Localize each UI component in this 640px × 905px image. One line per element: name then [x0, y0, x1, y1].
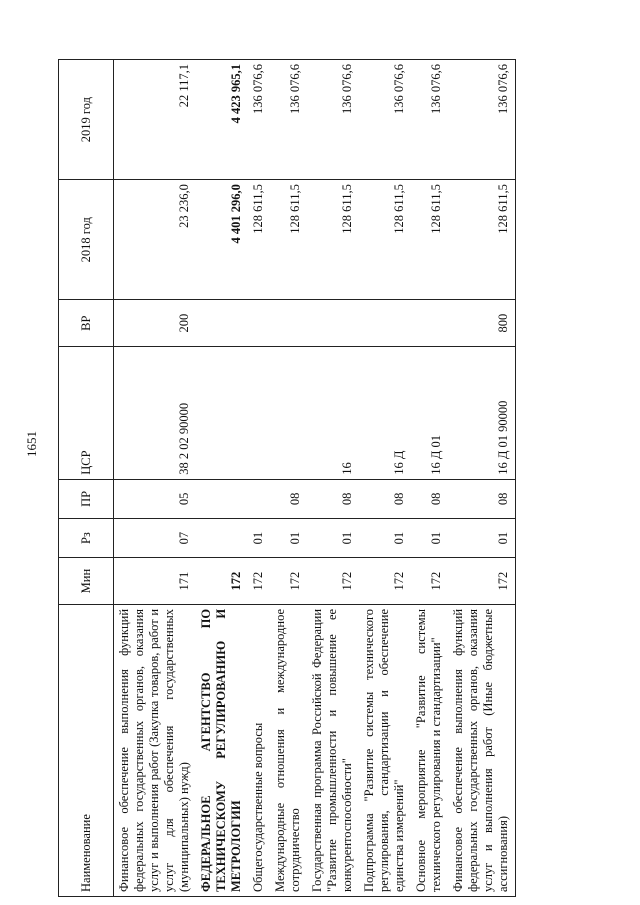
row-pr: 08 [359, 479, 411, 518]
row-rz: 01 [359, 518, 411, 557]
row-rz: 01 [270, 518, 307, 557]
row-pr: 08 [411, 479, 448, 518]
row-2018: 128 611,5 [411, 180, 448, 300]
header-2019: 2019 год [59, 60, 114, 180]
row-2018: 128 611,5 [270, 180, 307, 300]
table-row [307, 60, 359, 897]
row-vr [359, 300, 411, 347]
table-row [411, 60, 448, 897]
row-min: 172 [270, 558, 307, 605]
row-rz: 07 [114, 518, 197, 557]
row-min: 172 [248, 558, 270, 605]
row-rz: 01 [411, 518, 448, 557]
table-header-row [59, 60, 114, 897]
row-2019: 22 117,1 [114, 60, 197, 180]
row-vr [196, 300, 248, 347]
row-min: 171 [114, 558, 197, 605]
row-csr: 16 Д 01 90000 [448, 347, 516, 480]
budget-table [58, 59, 516, 897]
page-number: 1651 [24, 431, 39, 457]
header-2018: 2018 год [59, 180, 114, 300]
row-csr [196, 347, 248, 480]
row-name: Основное мероприятие "Развитие системы технического регулирования и стандартизации" [411, 604, 448, 896]
row-pr [196, 479, 248, 518]
row-pr: 05 [114, 479, 197, 518]
row-min: 172 [196, 558, 248, 605]
header-name: Наименование [59, 604, 114, 896]
row-csr [248, 347, 270, 480]
row-2019: 136 076,6 [270, 60, 307, 180]
rotated-table-container [58, 59, 588, 897]
row-name: ФЕДЕРАЛЬНОЕ АГЕНТСТВО ПО ТЕХНИЧЕСКОМУ РЕГУЛИРОВАНИЮ И МЕТРОЛОГИИ [196, 604, 248, 896]
row-2018: 128 611,5 [359, 180, 411, 300]
header-pr: ПР [59, 479, 114, 518]
row-min: 172 [411, 558, 448, 605]
row-name: Финансовое обеспечение выполнения функций федеральных государственных органов, оказания услуг и выполнения работ (Закупка товаров, работ и услуг для обеспечения государственных (муниципальных) нужд) [114, 604, 197, 896]
row-2019: 136 076,6 [307, 60, 359, 180]
header-rz: Рз [59, 518, 114, 557]
table-row [196, 60, 248, 897]
row-csr: 16 [307, 347, 359, 480]
row-pr: 08 [307, 479, 359, 518]
header-min: Мин [59, 558, 114, 605]
row-2019: 136 076,6 [248, 60, 270, 180]
row-name: Общегосударственные вопросы [248, 604, 270, 896]
row-csr: 16 Д [359, 347, 411, 480]
row-2019: 4 423 965,1 [196, 60, 248, 180]
header-vr: ВР [59, 300, 114, 347]
row-min: 172 [448, 558, 516, 605]
row-vr [307, 300, 359, 347]
row-pr: 08 [270, 479, 307, 518]
row-2018: 128 611,5 [307, 180, 359, 300]
row-2019: 136 076,6 [411, 60, 448, 180]
row-name: Государственная программа Российской Федерации "Развитие промышленности и повышение ее конкурентоспособности" [307, 604, 359, 896]
row-vr [411, 300, 448, 347]
row-pr: 08 [448, 479, 516, 518]
row-rz: 01 [448, 518, 516, 557]
row-2018: 4 401 296,0 [196, 180, 248, 300]
row-name: Международные отношения и международное сотрудничество [270, 604, 307, 896]
row-csr: 38 2 02 90000 [114, 347, 197, 480]
row-rz: 01 [307, 518, 359, 557]
row-rz [196, 518, 248, 557]
row-vr: 800 [448, 300, 516, 347]
header-csr: ЦСР [59, 347, 114, 480]
row-2018: 128 611,5 [248, 180, 270, 300]
row-2018: 128 611,5 [448, 180, 516, 300]
table-row [270, 60, 307, 897]
row-vr [270, 300, 307, 347]
row-min: 172 [359, 558, 411, 605]
row-name: Финансовое обеспечение выполнения функций федеральных государственных органов, оказания услуг и выполнения работ (Иные бюджетные ассигнования) [448, 604, 516, 896]
row-2019: 136 076,6 [448, 60, 516, 180]
row-2019: 136 076,6 [359, 60, 411, 180]
table-row [248, 60, 270, 897]
row-name: Подпрограмма "Развитие системы технического регулирования, стандартизации и обеспечение единства измерений" [359, 604, 411, 896]
row-csr [270, 347, 307, 480]
row-vr: 200 [114, 300, 197, 347]
table-row [359, 60, 411, 897]
table-row [448, 60, 516, 897]
table-row [114, 60, 197, 897]
row-2018: 23 236,0 [114, 180, 197, 300]
row-vr [248, 300, 270, 347]
row-pr [248, 479, 270, 518]
row-rz: 01 [248, 518, 270, 557]
row-min: 172 [307, 558, 359, 605]
row-csr: 16 Д 01 [411, 347, 448, 480]
